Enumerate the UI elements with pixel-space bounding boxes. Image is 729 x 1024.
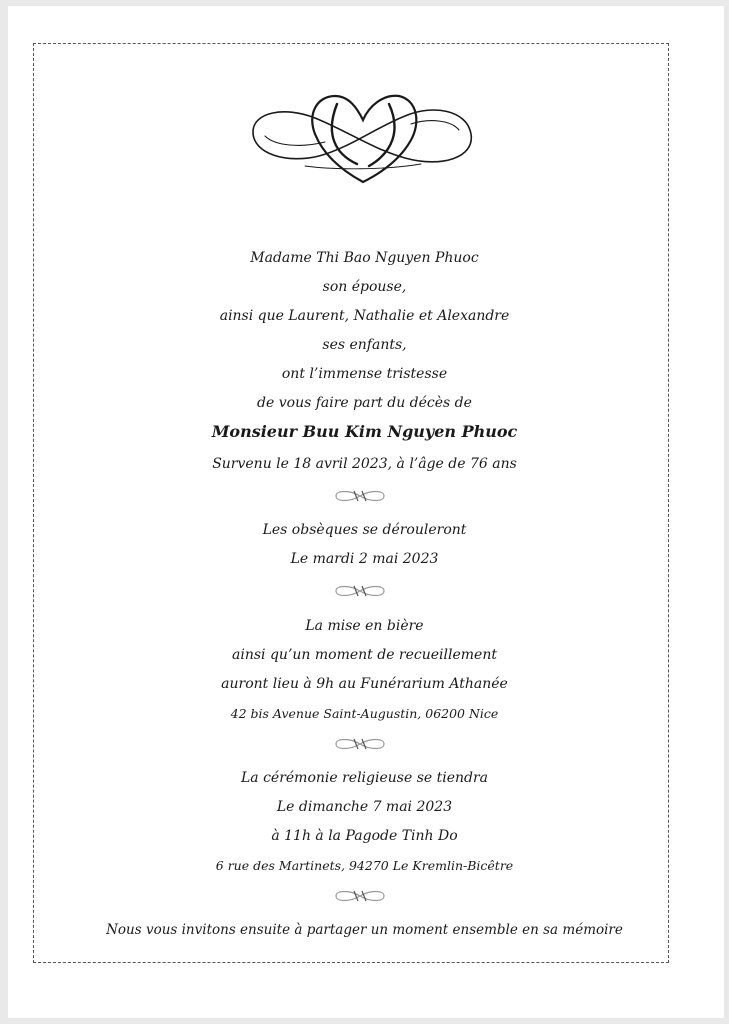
children-role: ses enfants,: [322, 337, 407, 353]
infinity-ornament-icon: [332, 583, 388, 599]
spouse-name: Madame Thi Bao Nguyen Phuoc: [250, 250, 479, 266]
infinity-ornament-icon: [332, 488, 388, 504]
children-names: ainsi que Laurent, Nathalie et Alexandre: [219, 308, 510, 324]
ceremony-address: 6 rue des Martinets, 94270 Le Kremlin-Bicêtre: [215, 858, 514, 873]
closing-line: Nous vous invitons ensuite à partager un moment ensemble en sa mémoire: [106, 922, 623, 938]
ceremony-place: à 11h à la Pagode Tinh Do: [271, 828, 458, 844]
funeral-date: Le mardi 2 mai 2023: [290, 551, 439, 567]
viewing-address: 42 bis Avenue Saint-Augustin, 06200 Nice: [230, 706, 499, 721]
spouse-role: son épouse,: [322, 279, 407, 295]
deceased-name: Monsieur Buu Kim Nguyen Phuoc: [211, 422, 518, 441]
ceremony-line-1: La cérémonie religieuse se tiendra: [240, 770, 489, 786]
infinity-ornament-icon: [332, 888, 388, 904]
viewing-line-2: ainsi qu’un moment de recueillement: [232, 647, 497, 663]
ceremony-date: Le dimanche 7 mai 2023: [276, 799, 453, 815]
viewing-line-1: La mise en bière: [305, 618, 424, 634]
death-details: Survenu le 18 avril 2023, à l’âge de 76 ans: [212, 456, 517, 472]
viewing-line-3: auront lieu à 9h au Funérarium Athanée: [221, 676, 508, 692]
infinity-ornament-icon: [332, 736, 388, 752]
funeral-intro: Les obsèques se dérouleront: [262, 522, 467, 538]
notice-line: de vous faire part du décès de: [257, 395, 472, 411]
heart-infinity-ornament-icon: [245, 84, 480, 204]
sorrow-line: ont l’immense tristesse: [281, 366, 448, 382]
